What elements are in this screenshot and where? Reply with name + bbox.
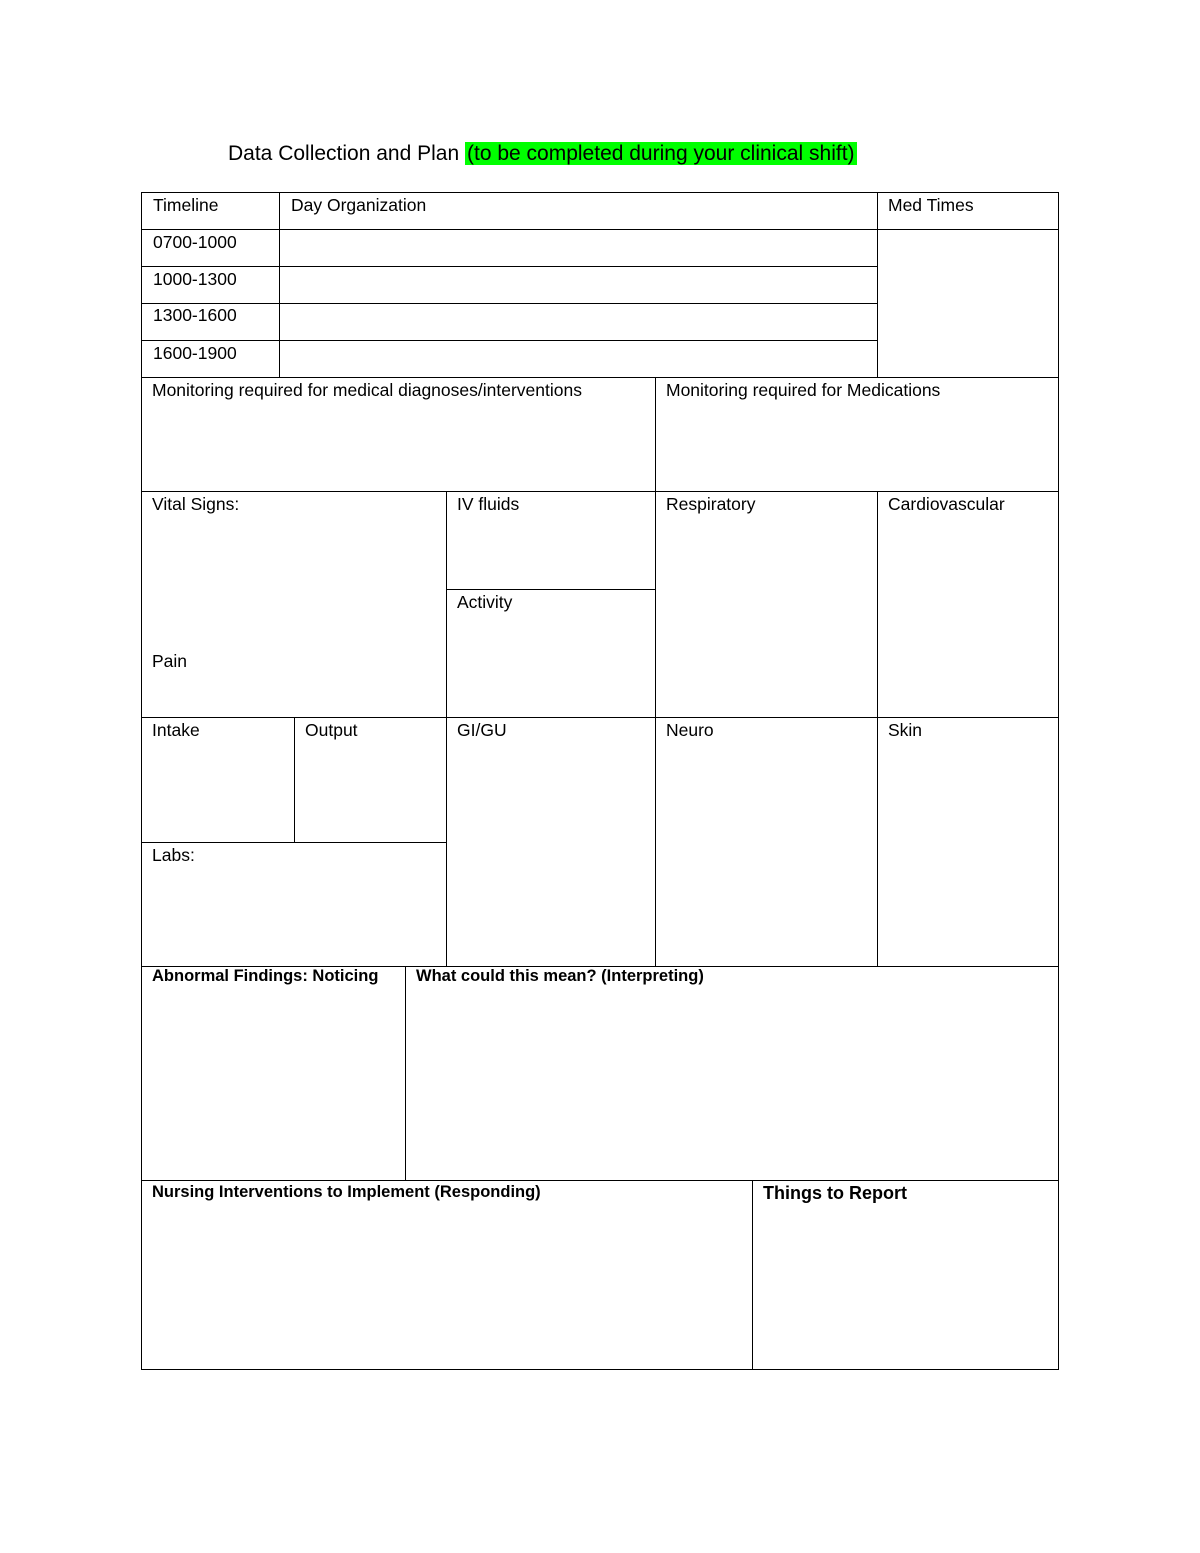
noticing-label: Abnormal Findings: Noticing [152,967,379,985]
cardiovascular-label: Cardiovascular [888,494,1005,514]
rule-labs-top [141,842,446,843]
timeslot-label: 0700-1000 [153,232,237,252]
rule-slot-3 [141,340,878,341]
timeslot-label: 1000-1300 [153,269,237,289]
iv-fluids-label: IV fluids [457,494,520,514]
rule-assessment-top [141,491,1059,492]
skin-label: Skin [888,720,923,740]
title-highlight: (to be completed during your clinical shift) [467,142,855,165]
rule-report-col [752,1180,753,1369]
pain-label: Pain [152,651,188,671]
title-main: Data Collection and Plan [228,142,460,165]
rule-iv-activity [446,589,655,590]
rule-slot-2 [141,303,878,304]
rule-assessment-mid [141,717,1059,718]
rule-responding-top [141,1180,1059,1181]
page-title [228,142,857,166]
things-to-report-label: Things to Report [763,1183,907,1203]
responding-label: Nursing Interventions to Implement (Responding) [152,1183,541,1201]
day-organization-header: Day Organization [291,195,427,215]
rule-analysis-mid [405,966,406,1181]
rule-monitoring-top [141,377,1059,378]
rule-medtimes-col [877,192,878,377]
monitoring-diagnoses-label: Monitoring required for medical diagnoses/interventions [152,380,582,400]
timeslot-label: 1600-1900 [153,343,237,363]
output-label: Output [305,720,358,740]
rule-assess-col-3 [877,491,878,966]
timeline-header: Timeline [153,195,219,215]
activity-label: Activity [457,592,513,612]
labs-label: Labs: [152,845,195,865]
monitoring-medications-label: Monitoring required for Medications [666,380,941,400]
rule-intake-output [294,717,295,842]
intake-label: Intake [152,720,200,740]
timeslot-label: 1300-1600 [153,305,237,325]
border-right [1058,192,1059,1370]
vital-signs-label: Vital Signs: [152,494,240,514]
neuro-label: Neuro [666,720,714,740]
rule-monitoring-mid [655,377,656,491]
rule-assess-col-2 [655,491,656,966]
rule-assess-col-1 [446,491,447,966]
rule-slot-1 [141,266,878,267]
border-left [141,192,142,1370]
respiratory-label: Respiratory [666,494,756,514]
gi-gu-label: GI/GU [457,720,507,740]
interpreting-label: What could this mean? (Interpreting) [416,967,704,985]
border-bottom [141,1369,1059,1370]
rule-timeline-col [279,192,280,377]
med-times-header: Med Times [888,195,974,215]
